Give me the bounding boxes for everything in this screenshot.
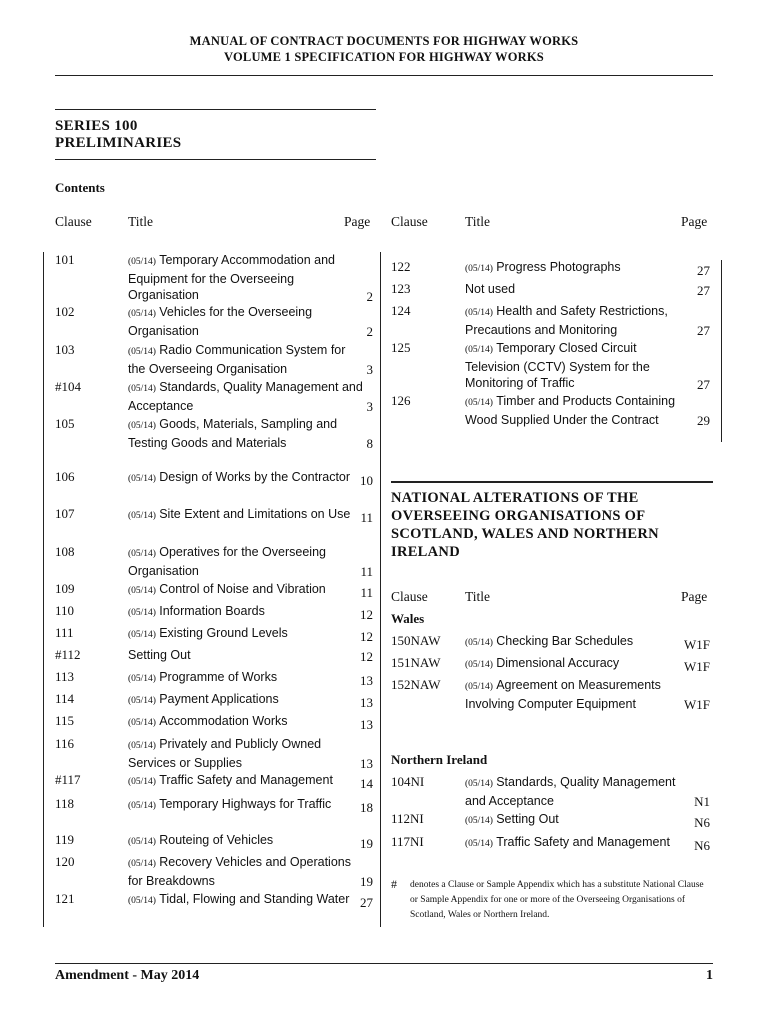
page-number: 18 <box>360 799 373 815</box>
clause-title-cell <box>128 379 366 414</box>
clause-title-cell <box>128 713 366 732</box>
clause-title: Design of Works by the Contractor <box>159 470 351 484</box>
right-col-header-page: Page <box>681 214 708 229</box>
revision-date: (05/14) <box>465 638 493 648</box>
clause-title-cell <box>128 304 366 339</box>
national-col-header-page: Page <box>681 589 708 604</box>
clause-title: Temporary Highways for Traffic <box>159 797 332 811</box>
clause-title: Traffic Safety and Management <box>496 835 670 849</box>
page-number: 2 <box>366 323 373 339</box>
revision-date: (05/14) <box>128 608 156 618</box>
page-number: 12 <box>360 628 373 644</box>
revision-date: (05/14) <box>128 718 156 728</box>
revision-date: (05/14) <box>128 741 156 751</box>
page-number: 11 <box>360 584 373 600</box>
clause-title-cell <box>128 772 366 791</box>
clause-title-cell <box>128 691 366 710</box>
clause-number: 116 <box>55 736 75 751</box>
revision-date: (05/14) <box>465 839 493 849</box>
clause-title-cell <box>128 625 366 644</box>
left-col-header-page: Page <box>344 214 371 229</box>
clause-title: Radio Communication System for the Overseeing Organisation <box>128 343 346 376</box>
revision-date: (05/14) <box>465 398 493 408</box>
clause-number: 104NI <box>391 774 425 789</box>
clause-title: Setting Out <box>128 648 191 662</box>
clause-title: Control of Noise and Vibration <box>159 582 326 596</box>
revision-date: (05/14) <box>128 801 156 811</box>
clause-number: 107 <box>55 506 75 521</box>
right-col-header-clause: Clause <box>391 214 428 229</box>
clause-title: Privately and Publicly Owned Services or Supplies <box>128 737 322 770</box>
clause-title-cell <box>128 854 366 889</box>
footer-page-number: 1 <box>706 968 713 983</box>
revision-date: (05/14) <box>465 779 493 789</box>
clause-number: #117 <box>55 772 81 787</box>
revision-date: (05/14) <box>128 696 156 706</box>
clause-title-cell <box>128 416 366 451</box>
header-rule <box>55 75 713 76</box>
clause-number: 122 <box>391 259 411 274</box>
clause-title-cell <box>128 252 366 304</box>
national-col-header-clause: Clause <box>391 589 428 604</box>
national-top-rule <box>391 481 713 483</box>
clause-number: #104 <box>55 379 81 394</box>
clause-title-cell <box>465 633 675 652</box>
clause-number: 119 <box>55 832 75 847</box>
page-number: 14 <box>360 775 373 791</box>
clause-number: 113 <box>55 669 75 684</box>
footnote-symbol: # <box>391 877 397 891</box>
clause-title-cell <box>128 469 366 488</box>
revision-date: (05/14) <box>128 586 156 596</box>
clause-title-cell <box>465 303 685 338</box>
document-header-line2: VOLUME 1 SPECIFICATION FOR HIGHWAY WORKS <box>224 50 544 64</box>
revision-date: (05/14) <box>128 859 156 869</box>
page-number: W1F <box>684 696 710 712</box>
clause-title: Site Extent and Limitations on Use <box>159 507 351 521</box>
clause-number: 110 <box>55 603 75 618</box>
page-number: 10 <box>360 472 373 488</box>
clause-title-cell <box>128 581 366 600</box>
clause-title: Timber and Products Containing Wood Supplied Under the Contract <box>465 394 676 427</box>
clause-number: 150NAW <box>391 633 441 648</box>
clause-title-cell <box>128 669 366 688</box>
document-header-line1: MANUAL OF CONTRACT DOCUMENTS FOR HIGHWAY WORKS <box>189 34 579 48</box>
page-number: 27 <box>697 322 710 338</box>
page-number: W1F <box>684 658 710 674</box>
clause-title: Checking Bar Schedules <box>496 634 634 648</box>
clause-title: Temporary Accommodation and Equipment for the Overseeing Organisation <box>128 253 335 302</box>
clause-title-cell <box>128 544 366 579</box>
revision-date: (05/14) <box>128 896 156 906</box>
footer-rule <box>55 963 713 964</box>
page-number: 11 <box>360 563 373 579</box>
page-number: 12 <box>360 606 373 622</box>
clause-title-cell <box>465 259 685 278</box>
revision-bar-left <box>43 252 44 927</box>
page-number: 13 <box>360 716 373 732</box>
clause-title: Agreement on Measurements Involving Computer Equipment <box>465 678 661 711</box>
national-alterations-heading: NATIONAL ALTERATIONS OF THE OVERSEEING ORGANISATIONS OF SCOTLAND, WALES AND NORTHERN IRELAND <box>391 490 659 560</box>
clause-title-cell <box>465 834 697 853</box>
page-number: 27 <box>360 894 373 910</box>
clause-title-cell <box>465 677 675 712</box>
clause-title-cell <box>128 891 366 910</box>
revision-bar-center <box>380 252 381 927</box>
page-number: 27 <box>697 282 710 298</box>
clause-number: 126 <box>391 393 411 408</box>
clause-number: 124 <box>391 303 411 318</box>
clause-title: Traffic Safety and Management <box>159 773 333 787</box>
page-number: N6 <box>694 814 710 830</box>
clause-title: Goods, Materials, Sampling and Testing Goods and Materials <box>128 417 338 450</box>
clause-title-cell <box>128 506 366 525</box>
clause-title: Vehicles for the Overseeing Organisation <box>128 305 313 338</box>
clause-number: 152NAW <box>391 677 441 692</box>
page-number: 13 <box>360 694 373 710</box>
clause-number: 108 <box>55 544 75 559</box>
clause-title: Tidal, Flowing and Standing Water <box>159 892 350 906</box>
revision-date: (05/14) <box>128 421 156 431</box>
page-number: 27 <box>697 376 710 392</box>
clause-title: Routeing of Vehicles <box>159 833 274 847</box>
clause-number: 115 <box>55 713 75 728</box>
page-number: 19 <box>360 835 373 851</box>
revision-date: (05/14) <box>128 511 156 521</box>
clause-number: 114 <box>55 691 75 706</box>
clause-title: Information Boards <box>159 604 265 618</box>
clause-title: Temporary Closed Circuit Television (CCTV) System for the Monitoring of Traffic <box>465 341 650 390</box>
clause-title: Payment Applications <box>159 692 279 706</box>
clause-number: 103 <box>55 342 75 357</box>
clause-title-cell <box>128 796 366 815</box>
page-number: 27 <box>697 262 710 278</box>
clause-title: Programme of Works <box>159 670 278 684</box>
revision-date: (05/14) <box>128 674 156 684</box>
revision-date: (05/14) <box>128 309 156 319</box>
clause-title: Standards, Quality Management and Acceptance <box>128 380 363 413</box>
series-number: SERIES 100 <box>55 118 138 134</box>
page-number: 2 <box>366 288 373 304</box>
clause-title-cell <box>465 340 685 392</box>
page-number: N6 <box>694 837 710 853</box>
national-col-header-title: Title <box>465 589 491 604</box>
series-title <box>55 118 181 152</box>
clause-title-cell <box>128 832 366 851</box>
clause-title-cell <box>465 655 675 674</box>
clause-number: 111 <box>55 625 74 640</box>
revision-date: (05/14) <box>128 347 156 357</box>
wales-subheading: Wales <box>391 611 425 626</box>
clause-title: Recovery Vehicles and Operations for Breakdowns <box>128 855 351 888</box>
contents-label: Contents <box>55 180 105 195</box>
revision-date: (05/14) <box>465 345 493 355</box>
series-top-rule <box>55 109 376 110</box>
clause-title: Accommodation Works <box>159 714 288 728</box>
page-number: 12 <box>360 648 373 664</box>
revision-date: (05/14) <box>465 308 493 318</box>
clause-title: Operatives for the Overseeing Organisation <box>128 545 326 578</box>
clause-title: Standards, Quality Management and Acceptance <box>465 775 676 808</box>
revision-date: (05/14) <box>128 474 156 484</box>
clause-number: #112 <box>55 647 81 662</box>
left-col-header-title: Title <box>128 214 154 229</box>
clause-number: 109 <box>55 581 75 596</box>
clause-number: 151NAW <box>391 655 441 670</box>
clause-title-cell <box>465 393 685 428</box>
clause-number: 112NI <box>391 811 424 826</box>
left-col-header-clause: Clause <box>55 214 92 229</box>
clause-title: Existing Ground Levels <box>159 626 288 640</box>
page-number: 29 <box>697 412 710 428</box>
clause-title-cell <box>128 647 366 664</box>
page-number: N1 <box>694 793 710 809</box>
revision-date: (05/14) <box>465 816 493 826</box>
series-name: PRELIMINARIES <box>55 135 182 151</box>
page-number: 3 <box>366 361 373 377</box>
clause-number: 106 <box>55 469 75 484</box>
right-col-header-title: Title <box>465 214 491 229</box>
clause-title: Health and Safety Restrictions, Precautions and Monitoring <box>465 304 668 337</box>
northern-ireland-subheading: Northern Ireland <box>391 752 488 767</box>
footnote-text: denotes a Clause or Sample Appendix which has a substitute National Clause or Sample Appendix for one or more of the Overseeing Organisations of Scotland, Wales or Northern Ireland. <box>410 880 704 920</box>
page-number: 3 <box>366 398 373 414</box>
clause-number: 118 <box>55 796 75 811</box>
page-number: 8 <box>366 435 373 451</box>
page-number: 13 <box>360 672 373 688</box>
clause-title: Setting Out <box>496 812 559 826</box>
clause-title: Progress Photographs <box>496 260 621 274</box>
clause-title: Not used <box>465 282 516 296</box>
revision-date: (05/14) <box>128 257 156 267</box>
revision-date: (05/14) <box>128 549 156 559</box>
revision-date: (05/14) <box>465 682 493 692</box>
revision-date: (05/14) <box>128 384 156 394</box>
clause-number: 120 <box>55 854 75 869</box>
revision-date: (05/14) <box>128 837 156 847</box>
clause-title-cell <box>465 774 697 809</box>
clause-number: 117NI <box>391 834 424 849</box>
revision-bar-right <box>721 260 722 442</box>
clause-title-cell <box>465 281 685 298</box>
clause-title-cell <box>128 342 366 377</box>
clause-title-cell <box>128 736 366 771</box>
clause-number: 121 <box>55 891 75 906</box>
clause-title-cell <box>128 603 366 622</box>
clause-number: 101 <box>55 252 75 267</box>
page-number: 11 <box>360 509 373 525</box>
clause-title-cell <box>465 811 697 830</box>
revision-date: (05/14) <box>128 630 156 640</box>
clause-number: 125 <box>391 340 411 355</box>
page-number: 13 <box>360 755 373 771</box>
series-bottom-rule <box>55 159 376 160</box>
page-number: W1F <box>684 636 710 652</box>
revision-date: (05/14) <box>128 777 156 787</box>
clause-number: 102 <box>55 304 75 319</box>
footer-amendment: Amendment - May 2014 <box>55 968 200 983</box>
clause-number: 123 <box>391 281 411 296</box>
clause-title: Dimensional Accuracy <box>496 656 620 670</box>
page-number: 19 <box>360 873 373 889</box>
clause-number: 105 <box>55 416 75 431</box>
revision-date: (05/14) <box>465 264 493 274</box>
revision-date: (05/14) <box>465 660 493 670</box>
